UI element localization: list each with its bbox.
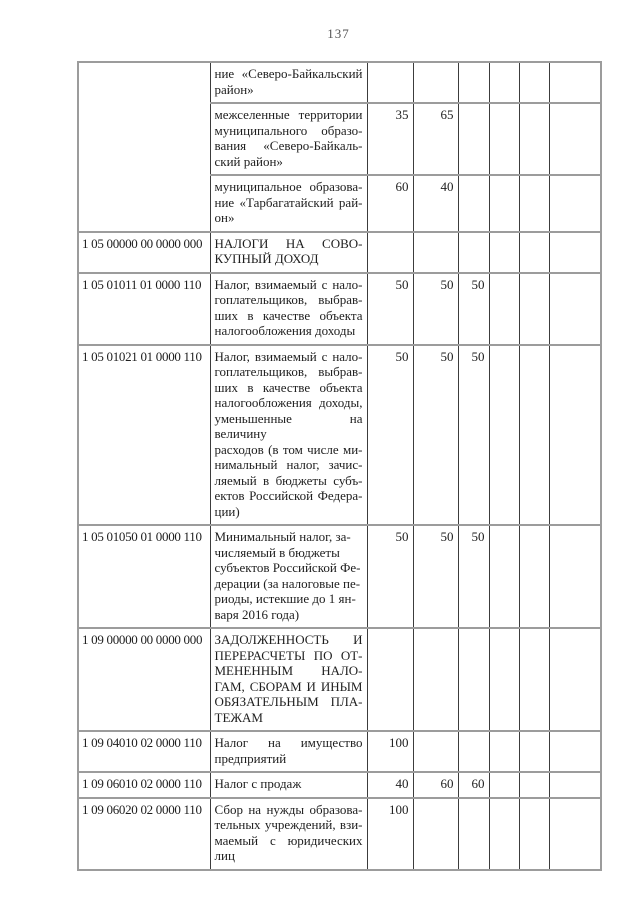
table-row <box>78 232 601 273</box>
cell-value: 50 <box>413 525 458 628</box>
description-line: риоды, истекшие до 1 ян- <box>214 591 356 606</box>
cell-description <box>210 103 367 175</box>
cell-value <box>549 62 601 103</box>
cell-value <box>367 628 413 731</box>
description-line: он» <box>214 210 235 225</box>
table-row <box>78 731 601 772</box>
cell-description <box>210 62 367 103</box>
cell-value <box>413 798 458 870</box>
table-row <box>78 273 601 345</box>
cell-description <box>210 273 367 345</box>
cell-value <box>519 273 549 345</box>
table-row <box>78 628 601 731</box>
description-line: нимальный налог, зачис- <box>214 457 363 472</box>
description-line: расходов (в том числе ми- <box>214 441 363 457</box>
cell-value <box>549 232 601 273</box>
cell-value <box>519 628 549 731</box>
description-line: ЗАДОЛЖЕННОСТЬ И <box>214 632 363 647</box>
cell-value <box>519 232 549 273</box>
cell-description <box>210 798 367 870</box>
cell-value: 50 <box>367 273 413 345</box>
cell-value <box>519 731 549 772</box>
cell-description <box>210 232 367 273</box>
description-line: МЕНЕННЫМ НАЛО- <box>214 663 363 678</box>
description-line: ние «Северо-Байкальский <box>214 66 363 81</box>
cell-value: 60 <box>413 772 458 798</box>
description-line: маемый с юридических <box>214 832 363 848</box>
cell-value: 60 <box>367 175 413 232</box>
cell-value: 50 <box>458 345 489 526</box>
description-line: Налог, взимаемый с нало- <box>214 276 363 292</box>
cell-value <box>549 103 601 175</box>
cell-value <box>549 525 601 628</box>
description-line: налогообложения доходы <box>214 323 356 338</box>
table-row <box>78 772 601 798</box>
description-line: ляемый в бюджеты субъ- <box>214 472 363 488</box>
description-line: НАЛОГИ НА СОВО- <box>214 235 363 251</box>
cell-value <box>549 175 601 232</box>
cell-code: 1 05 01011 01 0000 110 <box>78 273 210 345</box>
cell-code <box>78 62 210 232</box>
cell-value <box>489 175 519 232</box>
cell-value: 50 <box>458 525 489 628</box>
description-line: ектов Российской Федера- <box>214 488 363 503</box>
description-line: числяемый в бюджеты <box>214 544 340 560</box>
cell-value <box>413 731 458 772</box>
description-line: ние «Тарбагатайский рай- <box>214 194 363 210</box>
cell-value: 50 <box>367 525 413 628</box>
page-number: 137 <box>327 26 350 41</box>
cell-value: 40 <box>413 175 458 232</box>
description-line: ОБЯЗАТЕЛЬНЫМ ПЛА- <box>214 694 363 709</box>
cell-value <box>458 232 489 273</box>
description-line: ский район» <box>214 153 283 169</box>
description-line: район» <box>214 81 254 97</box>
description-line: межселенные территории <box>214 107 363 122</box>
description-line: ТЕЖАМ <box>214 709 263 725</box>
cell-value <box>458 62 489 103</box>
description-line: субъектов Российской Фе- <box>214 560 361 575</box>
cell-value <box>549 345 601 526</box>
cell-value <box>458 731 489 772</box>
cell-value <box>413 62 458 103</box>
cell-value <box>458 628 489 731</box>
cell-description <box>210 731 367 772</box>
cell-code: 1 09 06010 02 0000 110 <box>78 772 210 798</box>
cell-description <box>210 525 367 628</box>
description-line: ших в качестве объекта <box>214 307 363 323</box>
description-line: Сбор на нужды образова- <box>214 801 363 817</box>
cell-value: 35 <box>367 103 413 175</box>
cell-value: 50 <box>413 273 458 345</box>
cell-value <box>367 232 413 273</box>
description-line: ших в качестве объекта <box>214 379 363 395</box>
cell-value <box>519 62 549 103</box>
description-line: уменьшенные на величину <box>214 410 363 441</box>
cell-value: 50 <box>458 273 489 345</box>
cell-value <box>489 798 519 870</box>
cell-value <box>549 731 601 772</box>
description-line: налогообложения доходы, <box>214 395 363 410</box>
description-line: ГАМ, СБОРАМ И ИНЫМ <box>214 678 363 694</box>
cell-value <box>489 628 519 731</box>
cell-code: 1 09 06020 02 0000 110 <box>78 798 210 870</box>
description-line: Налог, взимаемый с нало- <box>214 348 363 364</box>
cell-value <box>519 772 549 798</box>
description-line: муниципальное образова- <box>214 179 363 194</box>
cell-value <box>489 731 519 772</box>
cell-description <box>210 345 367 526</box>
cell-value <box>549 273 601 345</box>
cell-code: 1 09 04010 02 0000 110 <box>78 731 210 772</box>
description-line: варя 2016 года) <box>214 606 300 622</box>
cell-value: 50 <box>367 345 413 526</box>
description-line: ПЕРЕРАСЧЕТЫ ПО ОТ- <box>214 647 363 663</box>
cell-value: 40 <box>367 772 413 798</box>
table-row <box>78 345 601 526</box>
cell-code: 1 05 01050 01 0000 110 <box>78 525 210 628</box>
cell-value <box>489 772 519 798</box>
table-row <box>78 798 601 870</box>
description-line: гоплательщиков, выбрав- <box>214 364 363 379</box>
description-line: предприятий <box>214 750 287 766</box>
table-body <box>78 62 601 870</box>
table-row <box>78 62 601 103</box>
cell-value <box>458 175 489 232</box>
cell-value <box>519 525 549 628</box>
table-row <box>78 525 601 628</box>
description-line: Налог с продаж <box>214 776 302 791</box>
description-line: вания «Северо-Байкаль- <box>214 138 363 153</box>
budget-revenue-table <box>77 61 602 871</box>
cell-description <box>210 175 367 232</box>
cell-value <box>458 103 489 175</box>
cell-value <box>367 62 413 103</box>
cell-value <box>519 175 549 232</box>
description-line: муниципального образо- <box>214 122 363 138</box>
description-line: дерации (за налоговые пе- <box>214 575 361 591</box>
cell-value <box>489 273 519 345</box>
cell-value <box>489 525 519 628</box>
cell-value: 65 <box>413 103 458 175</box>
description-line: гоплательщиков, выбрав- <box>214 292 363 307</box>
description-line: ции) <box>214 503 240 519</box>
cell-value <box>489 103 519 175</box>
cell-description <box>210 772 367 798</box>
description-line: КУПНЫЙ ДОХОД <box>214 251 319 266</box>
cell-value <box>489 345 519 526</box>
cell-value <box>413 232 458 273</box>
description-line: Минимальный налог, за- <box>214 529 351 544</box>
cell-code: 1 05 01021 01 0000 110 <box>78 345 210 526</box>
cell-value <box>489 62 519 103</box>
cell-value <box>458 798 489 870</box>
cell-value <box>519 103 549 175</box>
cell-code: 1 05 00000 00 0000 000 <box>78 232 210 273</box>
cell-value: 60 <box>458 772 489 798</box>
description-line: тельных учреждений, взи- <box>214 817 363 832</box>
cell-value <box>413 628 458 731</box>
cell-value <box>549 628 601 731</box>
cell-value: 50 <box>413 345 458 526</box>
cell-value <box>489 232 519 273</box>
cell-value <box>519 798 549 870</box>
cell-value <box>549 772 601 798</box>
description-line: лиц <box>214 848 235 863</box>
cell-code: 1 09 00000 00 0000 000 <box>78 628 210 731</box>
cell-value <box>519 345 549 526</box>
cell-description <box>210 628 367 731</box>
cell-value: 100 <box>367 798 413 870</box>
description-line: Налог на имущество <box>214 735 363 750</box>
cell-value: 100 <box>367 731 413 772</box>
cell-value <box>549 798 601 870</box>
